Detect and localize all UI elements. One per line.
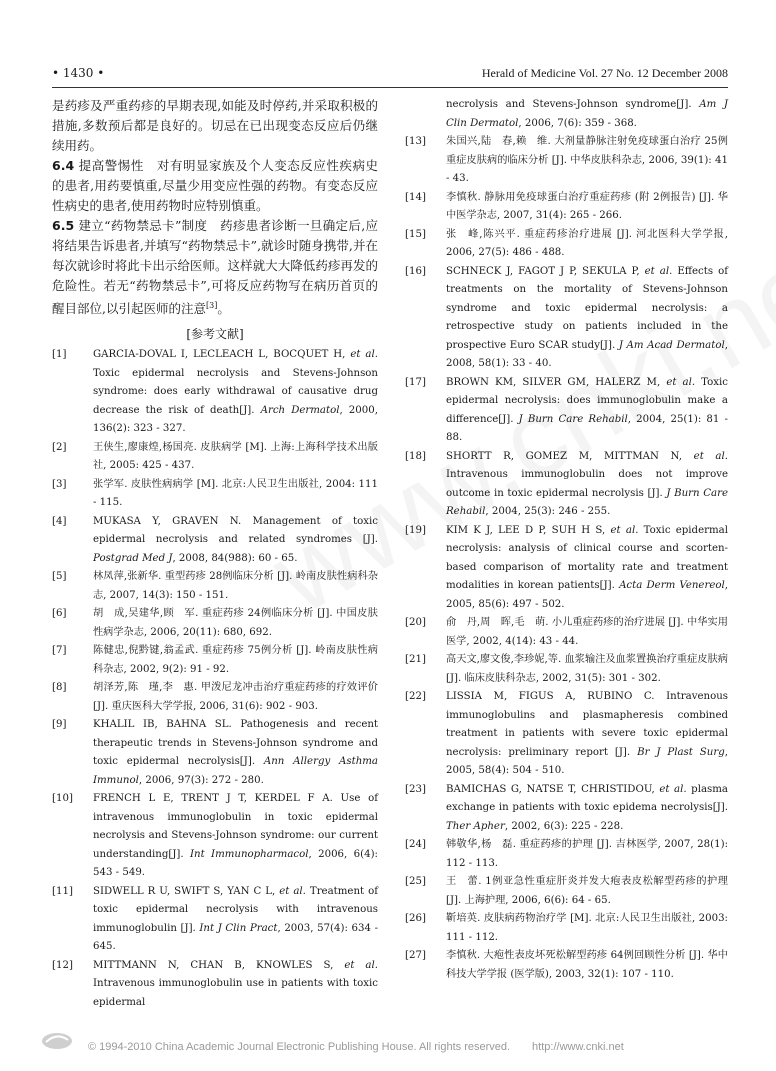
reference-item — [52, 346, 378, 439]
reference-text: . Treatment of toxic epidermal necrolysis with intravenous immunoglobulin [J]. — [93, 885, 378, 934]
reference-text: 朱国兴,陆 春,赖 维. 大剂量静脉注射免疫球蛋白治疗 25例重症皮肤病的临床分析 [J]. 中华皮肤科杂志, 2006, 39(1): 41 - 43. — [446, 136, 728, 184]
footer-copyright: © 1994-2010 China Academic Journal Electronic Publishing House. All rights reserved. http://www.cnki.net — [88, 1041, 624, 1053]
section-text: 建立“药物禁忌卡”制度 药疹患者诊断一旦确定后,应将结果告诉患者,并填写“药物禁忌卡”,就诊时随身携带,并在每次就诊时将此卡出示给医师。这样就大大降低药疹再发的危险性。若无“药物禁忌卡”,可将反应药物写在病历首页的醒目部位,以引起医师的注意 — [52, 218, 378, 317]
right-column — [405, 96, 728, 984]
reference-text: LISSIA M, FIGUS A, RUBINO C. Intravenous immunoglobulins and plasmapheresis combined treatment in patients with severe toxic epidermal necrolysis: preliminary report [J]. — [446, 691, 728, 758]
reference-etal: et al — [644, 265, 670, 277]
reference-text: . Intravenous immunoglobulin use in patients with toxic epidermal — [93, 959, 378, 1008]
reference-text: 张 峰,陈兴平. 重症药疹治疗进展 [J]. 河北医科大学学报, 2006, 27(5): 486 - 488. — [446, 228, 728, 258]
reference-text: . Effects of treatments on the mortality of Stevens-Johnson syndrome and toxic epidermal necrolysis: a retrospective study on patients included in the prospective Euro SCAR study[J]. — [446, 265, 729, 351]
reference-item — [405, 651, 728, 688]
reference-text: 俞 丹,周 晖,毛 萌. 小儿重症药疹的治疗进展 [J]. 中华实用医学, 2002, 4(14): 43 - 44. — [446, 617, 728, 647]
reference-item — [405, 522, 728, 615]
reference-item — [405, 614, 728, 651]
reference-text: . Toxic epidermal necrolysis: analysis of clinical course and scorten-based comparison of mortality rate and treatment modalities in korean patients[J]. — [446, 524, 728, 591]
reference-text: KIM K J, LEE D P, SUH H S, — [446, 524, 611, 536]
reference-etal: et al — [279, 885, 303, 897]
reference-number: [15] — [405, 228, 426, 240]
reference-item — [52, 642, 378, 679]
reference-item — [52, 513, 378, 569]
reference-text: KHALIL IB, BAHNA SL. Pathogenesis and recent therapeutic trends in Stevens-Johnson syndrome and toxic epidermal necrolysis[J]. — [93, 719, 378, 768]
reference-text: 李慎秋. 静脉用免疫球蛋白治疗重症药疹 (附 2例报告) [J]. 华中医学杂志, 2007, 31(4): 265 - 266. — [446, 191, 728, 221]
reference-number: [9] — [52, 719, 67, 731]
reference-etal: et al — [693, 450, 725, 462]
reference-number: [7] — [52, 645, 67, 657]
reference-item — [52, 957, 378, 1013]
reference-text: 胡 成,吴建华,顾 军. 重症药疹 24例临床分析 [J]. 中国皮肤性病学杂志, 2006, 20(11): 680, 692. — [93, 608, 378, 638]
reference-item — [405, 947, 728, 984]
reference-text: GARCIA-DOVAL I, LECLEACH L, BOCQUET H, — [93, 349, 351, 361]
reference-text: SCHNECK J, FAGOT J P, SEKULA P, — [446, 265, 645, 277]
reference-text: MITTMANN N, CHAN B, KNOWLES S, — [93, 959, 345, 971]
reference-journal: Br J Plast Surg — [637, 746, 725, 758]
reference-item — [52, 476, 378, 513]
reference-number: [21] — [405, 654, 426, 665]
reference-number: [24] — [405, 839, 426, 850]
references-title: [参考文献] — [186, 327, 244, 342]
reference-etal: et al — [344, 959, 375, 971]
body-paragraph: 是药疹及严重药疹的早期表现,如能及时停药,并采取积极的措施,多数预后都是良好的。切忌在已出现变态反应后仍继续用药。 — [52, 98, 378, 153]
reference-item — [405, 448, 728, 522]
reference-text: . Toxic epidermal necrolysis and Stevens-Johnson syndrome: does early withdrawal of causative drug decrease the risk of death[J]. — [93, 349, 378, 416]
reference-text: BROWN KM, SILVER GM, HALERZ M, — [446, 376, 667, 388]
reference-text: 张学军. 皮肤性病病学 [M]. 北京:人民卫生出版社, 2004: 111 - 115. — [93, 478, 378, 509]
reference-text: , 2005, 85(6): 497 - 502. — [446, 580, 728, 610]
reference-item — [405, 133, 728, 189]
reference-number: [12] — [52, 959, 73, 971]
reference-text: SHORTT R, GOMEZ M, MITTMAN N, — [446, 450, 694, 462]
reference-item — [405, 226, 728, 263]
reference-journal: Int Immunopharmacol — [190, 848, 309, 860]
reference-item — [52, 605, 378, 642]
reference-text: , 2000, 136(2): 323 - 327. — [93, 404, 378, 435]
reference-number: [26] — [405, 913, 426, 924]
reference-number: [11] — [52, 885, 73, 897]
reference-item — [405, 263, 728, 374]
reference-journal: Arch Dermatol — [260, 404, 340, 416]
reference-text: , 2004, 25(3): 246 - 255. — [485, 506, 611, 517]
reference-number: [6] — [52, 608, 67, 620]
reference-item — [52, 439, 378, 476]
reference-item — [405, 873, 728, 910]
reference-number: [18] — [405, 450, 426, 462]
reference-number: [23] — [405, 783, 426, 795]
left-column — [52, 96, 378, 1012]
reference-journal: Ther Apher — [446, 820, 505, 832]
reference-journal: Postgrad Med J — [93, 552, 173, 564]
reference-journal: Ann Allergy Asthma Immunol — [93, 756, 379, 786]
reference-item — [52, 679, 378, 716]
reference-text: , 2002, 6(3): 225 - 228. — [504, 820, 624, 832]
section-6-5 — [52, 216, 378, 319]
reference-text: 韩敬华,杨 磊. 重症药疹的护理 [J]. 吉林医学, 2007, 28(1): 112 - 113. — [446, 839, 728, 869]
reference-number: [1] — [52, 349, 67, 361]
reference-number: [14] — [405, 191, 426, 203]
citation: [3] — [205, 301, 218, 310]
references-left — [52, 346, 378, 1012]
reference-text: 陈健忠,倪黔键,翁孟武. 重症药疹 75例分析 [J]. 岭南皮肤性病科杂志, 2002, 9(2): 91 - 92. — [93, 645, 378, 675]
reference-item — [52, 568, 378, 605]
page-number: • 1430 • — [52, 66, 105, 80]
section-text: 提高警惕性 对有明显家族及个人变态反应性疾病史的患者,用药要慎重,尽量少用变应性强的药物。有变态反应性病史的患者,使用药物时应特别慎重。 — [52, 158, 378, 213]
reference-text: necrolysis and Stevens-Johnson syndrome[J]. — [446, 99, 700, 110]
reference-text: . Intravenous immunoglobulin does not improve outcome in toxic epidermal necrolysis [J]. — [446, 450, 728, 499]
reference-text: , 2004, 25(1): 81 - 88. — [446, 413, 728, 443]
reference-journal: Acta Derm Venereol — [619, 580, 725, 591]
period: 。 — [217, 301, 230, 317]
reference-journal: J Burn Care Rehabil — [446, 487, 728, 517]
reference-etal: et al — [350, 349, 375, 361]
reference-text: , 2006, 7(6): 359 - 368. — [518, 117, 637, 129]
reference-etal: et al — [666, 376, 692, 388]
reference-text: , 2005, 58(4): 504 - 510. — [446, 746, 728, 776]
reference-etal: et al — [610, 524, 636, 536]
reference-text: 林凤萍,张新华. 重型药疹 28例临床分析 [J]. 岭南皮肤性病科杂志, 2007, 14(3): 150 - 151. — [93, 571, 378, 601]
reference-text: MUKASA Y, GRAVEN N. Management of toxic epidermal necrolysis and related syndromes [J]. — [93, 515, 378, 546]
reference-number: [22] — [405, 691, 426, 702]
reference-number: [5] — [52, 571, 67, 583]
reference-number: [20] — [405, 617, 426, 628]
reference-text: , 2008, 58(1): 33 - 40. — [446, 339, 728, 369]
reference-item — [52, 716, 378, 790]
reference-text: 靳培英. 皮肤病药物治疗学 [M]. 北京:人民卫生出版社, 2003: 111 - 112. — [446, 913, 728, 943]
journal-header: Herald of Medicine Vol. 27 No. 12 December 2008 — [481, 66, 728, 80]
reference-etal: et al — [659, 783, 684, 795]
reference-journal: Int J Clin Pract — [199, 922, 278, 934]
section-6-4 — [52, 156, 378, 216]
reference-item — [52, 883, 378, 957]
reference-item — [405, 910, 728, 947]
reference-item — [405, 688, 728, 781]
section-number: 6.5 — [52, 218, 75, 233]
reference-number: [10] — [52, 793, 73, 805]
reference-journal: Am J Clin Dermatol — [446, 99, 728, 129]
reference-number: [27] — [405, 950, 426, 961]
reference-text: , 2006, 6(4): 543 - 549. — [93, 848, 378, 879]
reference-item — [405, 781, 728, 837]
reference-item — [52, 790, 378, 883]
reference-number: [17] — [405, 376, 426, 388]
reference-text: 高天文,廖文俊,李珍妮,等. 血浆输注及血浆置换治疗重症皮肤病 [J]. 临床皮肤科杂志, 2002, 31(5): 301 - 302. — [446, 654, 728, 684]
reference-text: . plasma exchange in patients with toxic epidema necrolysis[J]. — [446, 783, 728, 813]
cnki-logo-icon — [40, 1030, 74, 1052]
reference-text: 王 蕾. 1例亚急性重症肝炎并发大疱表皮松解型药疹的护理 [J]. 上海护理, 2006, 6(6): 64 - 65. — [446, 876, 728, 906]
reference-number: [13] — [405, 136, 426, 147]
reference-text: . Toxic epidermal necrolysis: does immunoglobulin make a difference[J]. — [446, 376, 729, 425]
references-right — [405, 96, 728, 984]
header-rule — [52, 87, 728, 88]
reference-number: [25] — [405, 876, 426, 887]
reference-text: , 2006, 97(3): 272 - 280. — [138, 774, 264, 786]
reference-number: [3] — [52, 478, 67, 490]
reference-journal: J Burn Care Rehabil — [518, 413, 628, 425]
reference-journal: J Am Acad Dermatol — [618, 339, 725, 351]
reference-item — [405, 374, 728, 448]
reference-text: BAMICHAS G, NATSE T, CHRISTIDOU, — [446, 783, 660, 795]
reference-text: SIDWELL R U, SWIFT S, YAN C L, — [93, 885, 280, 897]
reference-number: [16] — [405, 265, 426, 277]
reference-text: , 2008, 84(988): 60 - 65. — [172, 552, 298, 564]
reference-item — [405, 189, 728, 226]
reference-number: [19] — [405, 524, 426, 536]
reference-text: , 2003, 57(4): 634 - 645. — [93, 922, 379, 953]
section-number: 6.4 — [52, 158, 75, 173]
reference-number: [8] — [52, 682, 67, 694]
reference-number: [2] — [52, 441, 67, 453]
reference-text: 李慎秋. 大疱性表皮坏死松解型药疹 64例回顾性分析 [J]. 华中科技大学学报 (医学版), 2003, 32(1): 107 - 110. — [446, 950, 728, 980]
reference-text: 胡泽芳,陈 瑾,李 惠. 甲泼尼龙冲击治疗重症药疹的疗效评价 [J]. 重庆医科大学学报, 2006, 31(6): 902 - 903. — [93, 682, 378, 712]
reference-item — [405, 96, 728, 133]
reference-number: [4] — [52, 515, 67, 527]
reference-item — [405, 836, 728, 873]
reference-text: 王侠生,廖康煌,杨国亮. 皮肤病学 [M]. 上海:上海科学技术出版社, 2005: 425 - 437. — [93, 441, 378, 472]
reference-text: FRENCH L E, TRENT J T, KERDEL F A. Use of intravenous immunoglobulin in toxic epidermal necrolysis and Stevens-Johnson syndrome: our current understanding[J]. — [93, 793, 378, 860]
